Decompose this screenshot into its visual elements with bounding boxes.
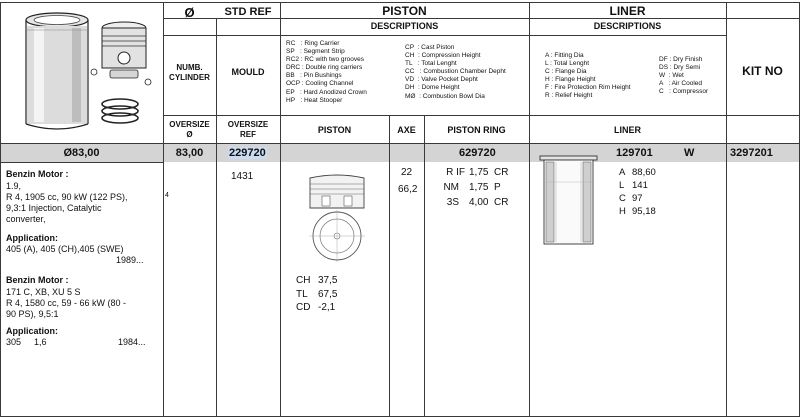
ring-size: 1,75 [469,182,489,193]
grid-line [0,2,1,417]
std-ref-link[interactable] [228,148,267,159]
piston-dim-label: TL [296,289,308,300]
mould-header: MOULD [231,67,265,77]
std-ref-value[interactable]: 229720 [229,147,266,159]
oversize-value: 83,00 [175,147,204,159]
grid-line [529,2,530,417]
app2-title: Application: [6,326,58,336]
grid-line [0,2,800,3]
grid-line [424,115,425,417]
oversize-header: OVERSIZE Ø [169,120,210,139]
diameter-header: Ø [184,5,195,20]
ring-size: 4,00 [469,197,489,208]
grid-line [216,18,217,417]
piston-title: PISTON [382,4,427,18]
ring-type: CR [494,197,509,208]
grid-line [163,18,800,19]
grid-line [0,416,800,417]
liner-dim-value: 141 [632,180,648,191]
piston-legend-right: CP : Cast Piston CH : Compression Height TL : Total Lenght CC : Combustion Chamber Depht VD : Valve Pocket Depht DH : Dome Height MØ : Combustion Bowl Dia [405,44,506,100]
piston-legend-left: RC : Ring Carrier SP : Segment Strip RC2 : RC with two grooves DRC : Double ring carriers BB : Pin Bushings OCP : Cooling Channel EP : Hard Anodized Crown HP : Heat Stooper [286,40,367,104]
piston-ring-column-header: PISTON RING [447,125,506,135]
axe-column-header: AXE [397,125,416,135]
ring-type: CR [494,167,509,178]
liner-dim-value: 95,18 [632,206,656,217]
grid-line [280,2,281,417]
motor2-text: 171 C, XB, XU 5 S R 4, 1580 cc, 59 - 66 kW (80 - 90 PS), 9,5:1 [6,287,127,319]
ring-code: 3S [446,197,459,208]
kit-no-header: KIT NO [742,64,783,78]
app1-title: Application: [6,233,58,243]
motor1-text: 1.9, R 4, 1905 cc, 90 kW (122 PS), 9,3:1 Injection, Catalytic converter, [6,181,128,224]
liner-legend-right: DF : Dry Finish DS : Dry Semi W : Wet A : Air Cooled C : Compressor [659,56,709,96]
numb-cylinder-header: NUMB. CYLINDER [169,63,210,82]
motor2-title: Benzin Motor : [6,275,69,285]
liner-descriptions-header: DESCRIPTIONS [593,21,662,31]
liner-type: W [684,147,695,159]
liner-dim-label: A [619,167,626,178]
piston-dim-value: -2,1 [318,302,336,313]
liner-dim-label: C [619,193,626,204]
std-ref-header: STD REF [224,6,272,18]
liner-ref: 129701 [616,147,653,159]
axe-diameter: 22 [401,167,413,178]
ring-code: R IF [446,167,465,178]
piston-ring-ref: 629720 [459,147,496,159]
app2-variant: 1,6 [34,337,47,347]
ring-code: NM [443,182,459,193]
liner-title: LINER [609,4,646,18]
piston-drawing [304,170,370,266]
oversize-ref-value: 1431 [231,171,254,182]
liner-dim-value: 88,60 [632,167,656,178]
piston-dim-label: CH [296,275,311,286]
grid-line [0,143,800,144]
app1-year: 1989... [116,255,144,265]
piston-kit-illustration [12,6,162,140]
piston-dim-value: 37,5 [318,275,338,286]
kit-no-value: 3297201 [730,147,773,159]
cylinder-count: 4 [165,192,169,199]
ring-size: 1,75 [469,167,489,178]
grid-line [163,115,800,116]
app1-text: 405 (A), 405 (CH),405 (SWE) [6,244,124,254]
liner-dim-label: H [619,206,626,217]
oversize-ref-header: OVERSIZE REF [227,120,269,139]
app2-model: 305 [6,337,22,347]
grid-line [0,162,163,163]
motor1-title: Benzin Motor : [6,169,69,179]
axe-length: 66,2 [398,184,418,195]
piston-descriptions-header: DESCRIPTIONS [370,21,439,31]
piston-dim-value: 67,5 [318,289,338,300]
grid-line [389,115,390,417]
piston-dim-label: CD [296,302,311,313]
piston-column-header: PISTON [317,125,352,135]
app2-year: 1984... [118,337,146,347]
grid-line [163,35,726,36]
ring-type: P [494,182,501,193]
liner-dim-label: L [619,180,625,191]
liner-column-header: LINER [614,125,641,135]
diameter-value: Ø83,00 [63,147,100,159]
liner-legend-left: A : Fitting Dia L : Total Lenght C : Flange Dia H : Flange Height F : Fire Protection Rim Height R : Relief Height [545,52,631,100]
liner-drawing [538,152,600,248]
liner-dim-value: 97 [632,193,643,204]
